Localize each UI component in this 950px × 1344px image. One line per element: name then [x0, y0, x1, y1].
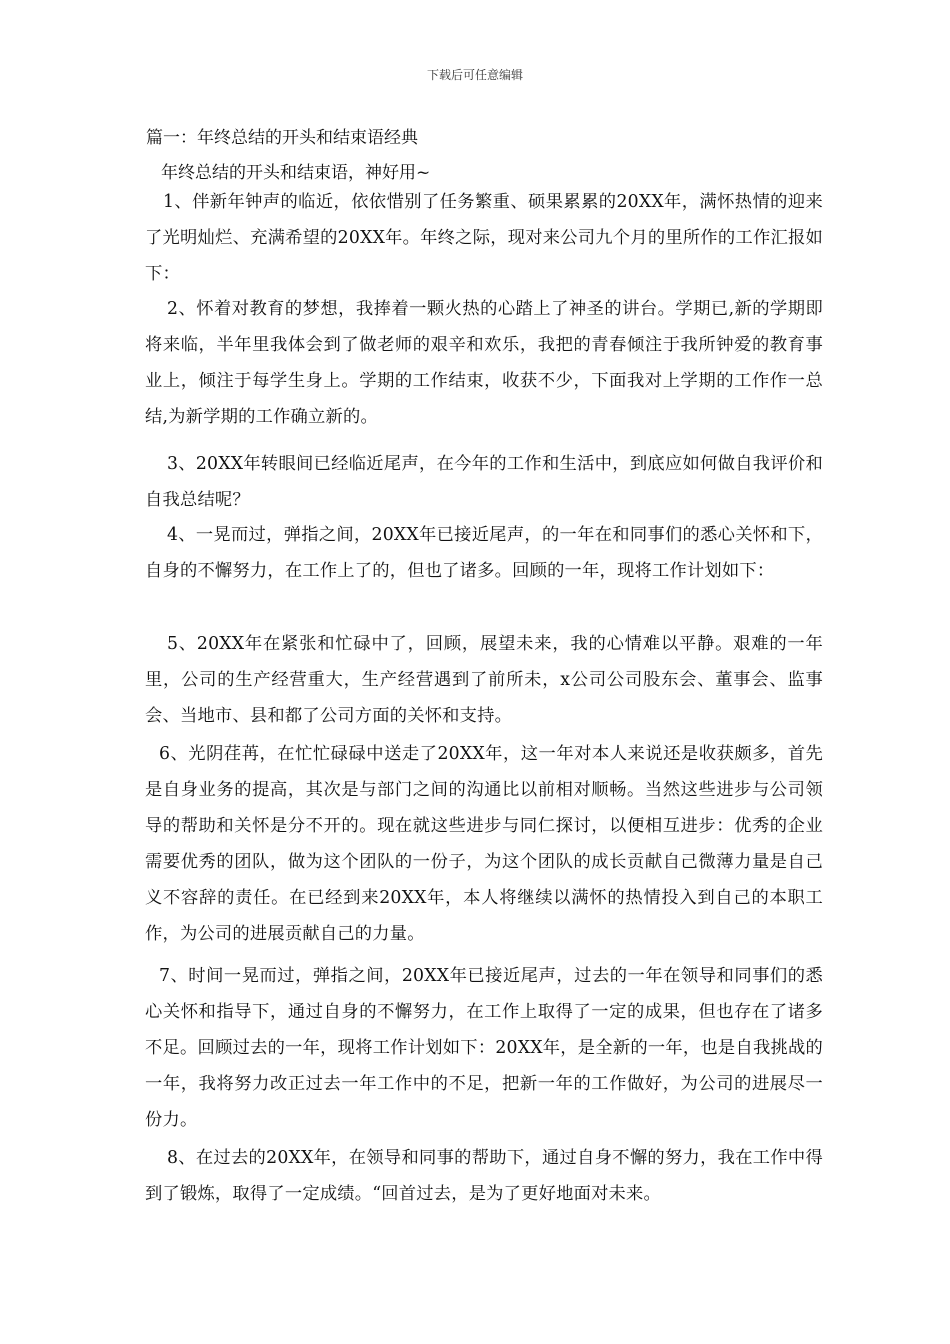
page-header: 下载后可任意编辑 — [426, 68, 523, 82]
paragraph-1: 1、伴新年钟声的临近，依依惜别了任务繁重、硕果累累的20XX年，满怀热情的迎来了光明灿烂、充满希望的20XX年。年终之际，现对来公司九个月的里所作的工作汇报如下： — [145, 192, 823, 284]
paragraph-7: 7、时间一晃而过，弹指之间，20XX年已接近尾声，过去的一年在领导和同事们的悉心关怀和指导下，通过自身的不懈努力，在工作上取得了一定的成果，但也存在了诸多不足。回顾过去的一年，现将工作计划如下：20XX年，是全新的一年，也是自我挑战的一年，我将努力改正过去一年工作中的不足，把新一年的工作做好，为公司的进展尽一份力。 — [145, 966, 823, 1130]
paragraph-3: 3、20XX年转眼间已经临近尾声，在今年的工作和生活中，到底应如何做自我评价和自我总结呢？ — [145, 454, 823, 510]
paragraph-2: 2、怀着对教育的梦想，我捧着一颗火热的心踏上了神圣的讲台。学期已,新的学期即将来临，半年里我体会到了做老师的艰辛和欢乐，我把的青春倾注于我所钟爱的教育事业上，倾注于每学生身上。学期的工作结束，收获不少，下面我对上学期的工作作一总结,为新学期的工作确立新的。 — [145, 299, 823, 427]
document-title: 篇一：年终总结的开头和结束语经典 — [146, 128, 418, 148]
document-subtitle: 年终总结的开头和结束语，神好用~ — [161, 163, 431, 183]
paragraph-8: 8、在过去的20XX年，在领导和同事的帮助下，通过自身不懈的努力，我在工作中得到了锻炼，取得了一定成绩。“回首过去，是为了更好地面对未来。 — [145, 1148, 823, 1204]
paragraph-6: 6、光阴荏苒，在忙忙碌碌中送走了20XX年，这一年对本人来说还是收获颇多，首先是自身业务的提高，其次是与部门之间的沟通比以前相对顺畅。当然这些进步与公司领导的帮助和关怀是分不开的。现在就这些进步与同仁探讨，以便相互进步：优秀的企业需要优秀的团队，做为这个团队的一份子，为这个团队的成长贡献自己微薄力量是自己义不容辞的责任。在已经到来20XX年，本人将继续以满怀的热情投入到自己的本职工作，为公司的进展贡献自己的力量。 — [145, 744, 823, 944]
paragraph-5: 5、20XX年在紧张和忙碌中了，回顾，展望未来，我的心情难以平静。艰难的一年里，公司的生产经营重大，生产经营遇到了前所未，x公司公司股东会、董事会、监事会、当地市、县和都了公司方面的关怀和支持。 — [145, 634, 823, 726]
paragraph-4: 4、一晃而过，弹指之间，20XX年已接近尾声，的一年在和同事们的悉心关怀和下，自身的不懈努力，在工作上了的，但也了诸多。回顾的一年，现将工作计划如下： — [145, 525, 823, 581]
